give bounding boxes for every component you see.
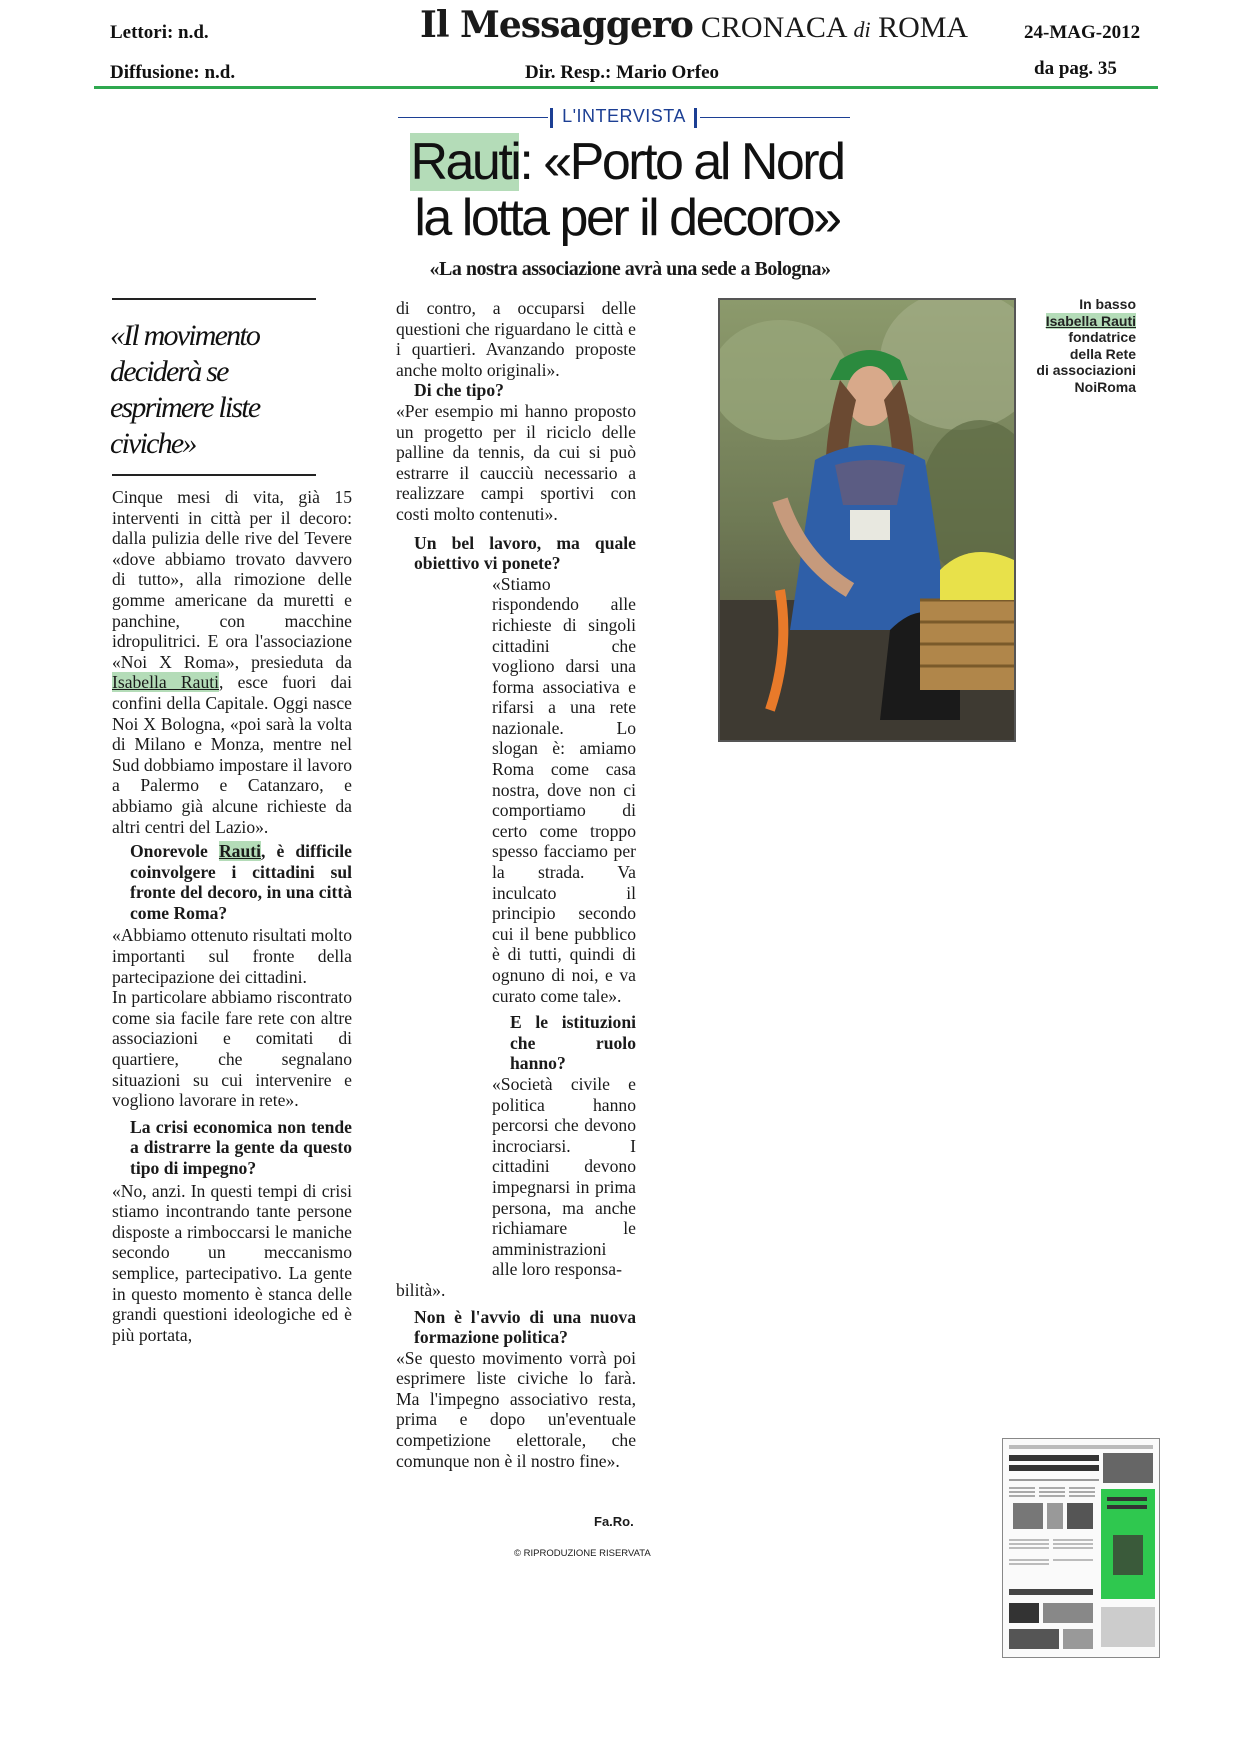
answer-1: «Abbiamo ottenuto risultati molto importanti sul fronte della partecipazione dei cittadini.	[112, 925, 352, 987]
photo-caption: In basso Isabella Rauti fondatrice della Rete di associazioni NoiRoma	[1036, 296, 1136, 395]
kicker-label: L'INTERVISTA	[562, 106, 686, 126]
headline-name-highlight: Rauti	[410, 133, 520, 191]
issue-date: 24-MAG-2012	[1024, 22, 1141, 43]
section-name: CRONACA di ROMA	[700, 11, 969, 44]
page-reference: da pag. 35	[1034, 58, 1117, 79]
copyright-notice: © RIPRODUZIONE RISERVATA	[514, 1548, 651, 1559]
answer-3: «Per esempio mi hanno proposto un progetto per il riciclo delle palline da tennis, da cui si può estrarre il caucciù necessario a realizzare campi sportivi con costi molto contenuti».	[396, 400, 636, 524]
answer-5-end: bilità».	[396, 1279, 446, 1300]
pullquote-rule-top	[112, 298, 316, 300]
pullquote: «Il movimento deciderà se esprimere liste civiche»	[110, 319, 260, 460]
question-3: Di che tipo?	[414, 380, 504, 401]
question-2: La crisi economica non tende a distrarre la gente da questo tipo di impegno?	[130, 1116, 352, 1178]
volunteer-photo-illustration	[720, 300, 1014, 740]
header-divider	[94, 86, 1158, 89]
intro-paragraph: Cinque mesi di vita, già 15 interventi in città per il decoro: dalla pulizia delle rive del Tevere «dove abbiamo trovato davvero di tutto», alla rimozione delle gomme americane da muretti e panchine, con macchine idropulitrici. E ora l'associazione «Noi X Roma», presieduta da Isabella Rauti, esce fuori dai confini della Capitale. Oggi nasce Noi X Bologna, «poi sarà la volta di Milano e Monza, mentre nel Sud dobbiamo impostare il lavoro a Palermo e Catanzaro, e abbiamo già alcune richieste da altri centri del Lazio».	[112, 487, 352, 837]
article-column-2	[396, 298, 636, 1471]
subheadline: «La nostra associazione avrà una sede a Bologna»	[429, 258, 831, 280]
answer-5: «Società civile e politica hanno percorsi che devono incrociarsi. I cittadini devono impegnarsi in prima persona, ma anche richiamare le amministrazioni alle loro responsa-	[492, 1073, 636, 1280]
director-line: Dir. Resp.: Mario Orfeo	[525, 62, 719, 83]
article-column-1	[112, 487, 352, 1345]
kicker-banner	[398, 106, 850, 130]
question-5: E le istituzioni che ruolo hanno?	[510, 1012, 636, 1074]
circulation-count: Diffusione: n.d.	[110, 62, 236, 83]
page-thumbnail-illustration	[1003, 1439, 1159, 1657]
headline: Rauti: «Porto al Nord la lotta per il decoro»	[410, 133, 844, 247]
name-highlight: Isabella Rauti	[112, 672, 220, 693]
question-4: Un bel lavoro, ma quale obiettivo vi ponete?	[414, 532, 636, 574]
question-1: Onorevole Rauti, è difficile coinvolgere i cittadini sul fronte del decoro, in una città come Roma?	[130, 841, 352, 923]
answer-2-continued: di contro, a occuparsi delle questioni che riguardano le città e i quartieri. Avanzando proposte anche molto originali».	[396, 298, 636, 380]
readers-count: Lettori: n.d.	[110, 22, 209, 43]
page-thumbnail	[1002, 1438, 1160, 1658]
article-photo	[718, 298, 1016, 742]
masthead	[420, 4, 968, 46]
question-6: Non è l'avvio di una nuova formazione politica?	[414, 1306, 636, 1348]
pullquote-rule-bottom	[112, 474, 316, 476]
answer-4: «Stiamo rispondendo alle richieste di singoli cittadini che vogliono darsi una forma associativa e rifarsi a una rete nazionale. Lo slogan è: amiamo Roma come casa nostra, dove non ci comportiamo di certo come troppo spesso facciamo per la strada. Va inculcato il principio secondo cui il bene pubblico è di tutti, quindi di ognuno di noi, e va curato come tale».	[492, 573, 636, 1006]
answer-6: «Se questo movimento vorrà poi esprimere liste civiche lo farà. Ma l'impegno associativo resta, prima e dopo un'eventuale competizione elettorale, che comunque non è il nostro fine».	[396, 1347, 636, 1471]
caption-name-highlight: Isabella Rauti	[1045, 312, 1136, 329]
answer-1-continued: In particolare abbiamo riscontrato come sia facile fare rete con altre associazioni e comitati di quartiere, che segnalano situazioni su cui intervenire e vogliono lavorare in rete».	[112, 987, 352, 1111]
author-byline: Fa.Ro.	[594, 1514, 634, 1529]
answer-2: «No, anzi. In questi tempi di crisi stiamo incontrando tante persone disposte a rimboccarsi le maniche secondo un meccanismo semplice, partecipativo. La gente in questo momento è stanca delle grandi questioni ideologiche ed è più portata,	[112, 1180, 352, 1345]
newspaper-logo: Il Messaggero	[420, 4, 693, 46]
